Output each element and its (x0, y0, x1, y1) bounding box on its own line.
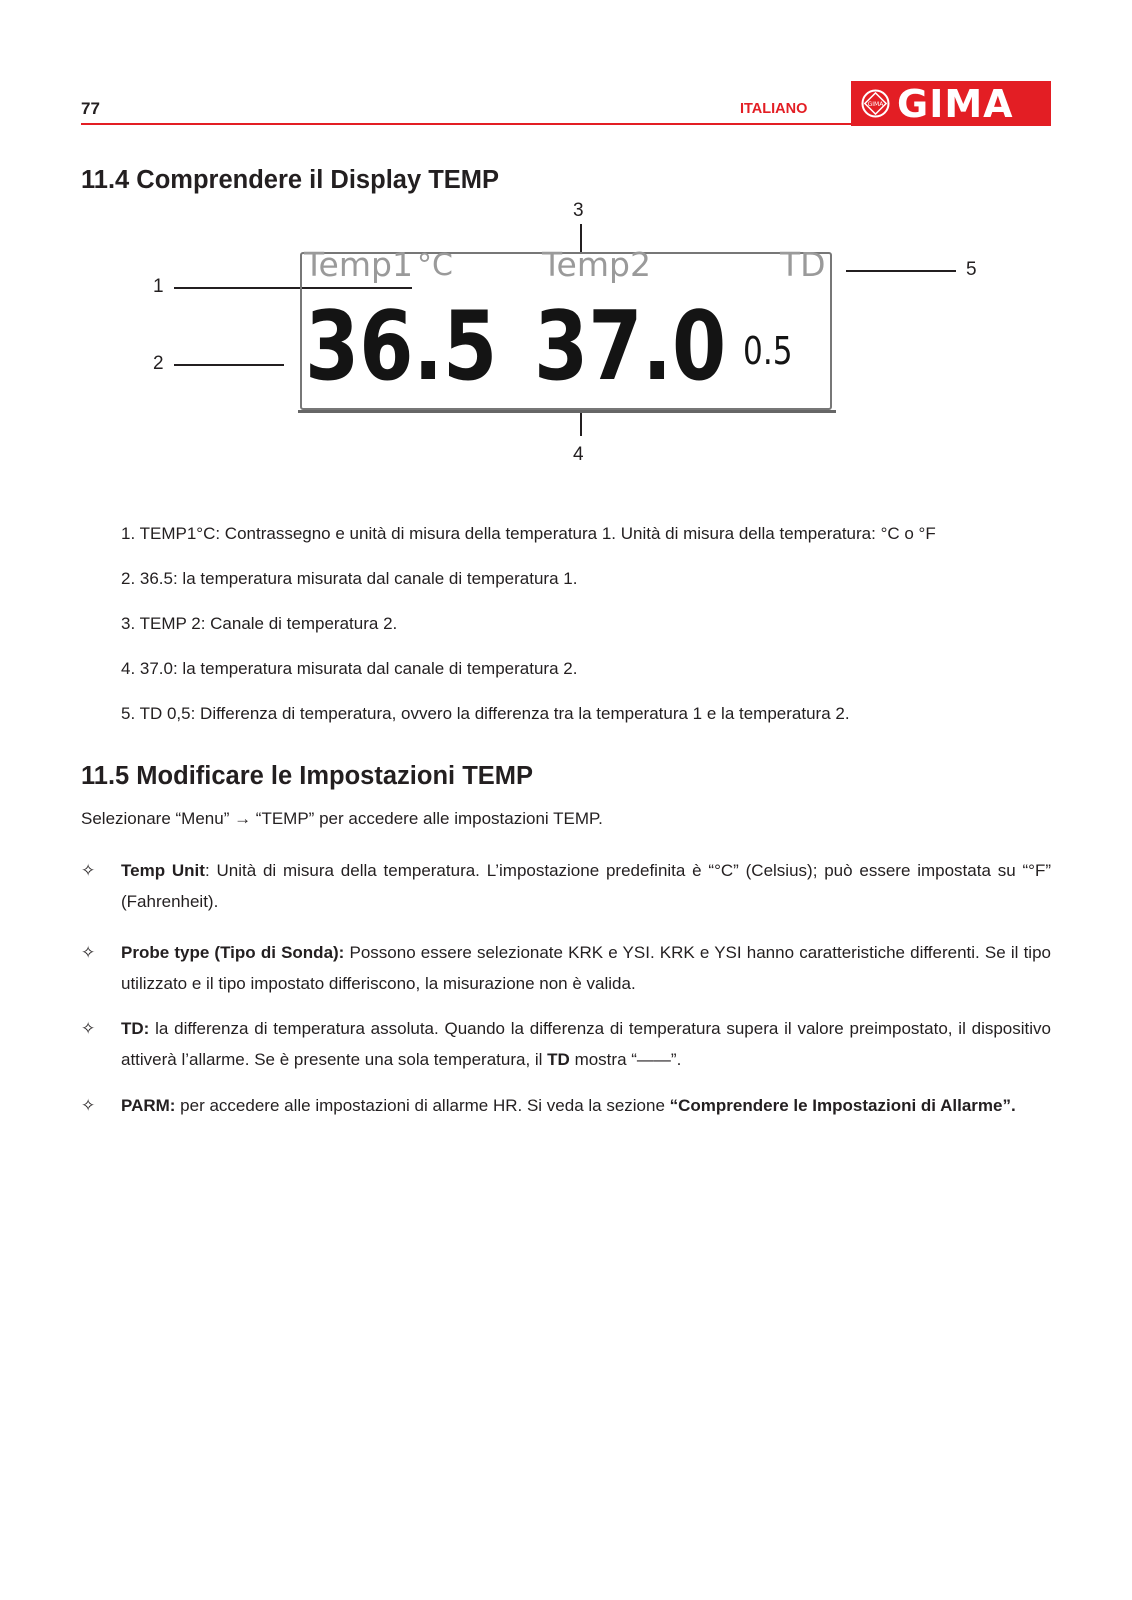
bullet-term: Probe type (Tipo di Sonda): (121, 943, 345, 962)
bullet-star-icon: ✧ (81, 943, 96, 962)
temp-display-figure (0, 200, 1132, 480)
bullet-term: TD: (121, 1019, 150, 1038)
callout-3: 3 (573, 200, 584, 221)
callout-5: 5 (966, 259, 977, 280)
logo-text: GIMA (897, 82, 1014, 126)
section-title-11-4: 11.4 Comprendere il Display TEMP (81, 166, 500, 194)
callout-1: 1 (153, 276, 164, 297)
lcd-unit-label: °C (417, 248, 453, 283)
list-item: 5. TD 0,5: Differenza di temperatura, ovvero la differenza tra la temperatura 1 e la temperatura 2. (121, 704, 850, 723)
bullet-parm (81, 1090, 1051, 1121)
lcd-td-value: 0.5 (743, 329, 793, 373)
bullet-probe-type (81, 937, 1051, 999)
bullet-term-td: TD (547, 1050, 570, 1069)
list-item: 2. 36.5: la temperatura misurata dal canale di temperatura 1. (121, 569, 578, 588)
bullet-star-icon: ✧ (81, 861, 96, 880)
bullet-text: : Unità di misura della temperatura. L’impostazione predefinita è “°C” (Celsius); può essere impostata su “°F” (Fahrenheit). (121, 861, 1051, 911)
bullet-text: per accedere alle impostazioni di allarme HR. Si veda la sezione (175, 1096, 670, 1115)
bullet-text: la differenza di temperatura assoluta. Quando la differenza di temperatura supera il valore preimpostato, il dispositivo attiverà l’allarme. Se è presente una sola temperatura, il (121, 1019, 1051, 1069)
callout-5-line (846, 270, 956, 272)
bullet-td (81, 1013, 1051, 1075)
lcd-temp1-value: 36.5 (305, 292, 498, 402)
bullet-text: Possono essere selezionate KRK e YSI. KRK e YSI hanno caratteristiche differenti. Se il tipo utilizzato e il tipo impostato differiscono, la misurazione non è valida. (121, 943, 1051, 993)
intro-text: Selezionare “Menu” → “TEMP” per accedere alle impostazioni TEMP. (81, 809, 603, 828)
bullet-term: Temp Unit (121, 861, 205, 880)
lcd-temp2-label: Temp2 (542, 245, 651, 284)
bullet-temp-unit (81, 855, 1051, 917)
list-item: 4. 37.0: la temperatura misurata dal canale di temperatura 2. (121, 659, 578, 678)
lcd-temp1-label: Temp1 (304, 245, 413, 284)
gima-logo (851, 81, 1051, 126)
bullet-term: PARM: (121, 1096, 176, 1115)
bullet-star-icon: ✧ (81, 1096, 96, 1115)
callout-2: 2 (153, 353, 164, 374)
lcd-base (298, 410, 836, 413)
callout-4: 4 (573, 444, 584, 465)
section-title-11-5: 11.5 Modificare le Impostazioni TEMP (81, 762, 534, 790)
list-item: 1. TEMP1°C: Contrassegno e unità di misura della temperatura 1. Unità di misura della temperatura: °C o °F (121, 524, 936, 543)
lcd-td-label: TD (780, 245, 826, 284)
callout-2-line (174, 364, 284, 366)
bullet-star-icon: ✧ (81, 1019, 96, 1038)
language-label: ITALIANO (740, 101, 808, 117)
bullet-reference: “Comprendere le Impostazioni di Allarme”. (669, 1096, 1016, 1115)
list-item: 3. TEMP 2: Canale di temperatura 2. (121, 614, 398, 633)
lcd-temp2-value: 37.0 (534, 292, 727, 402)
logo-emblem-icon (860, 88, 891, 119)
page-number: 77 (81, 99, 100, 118)
svg-text:GIMA: GIMA (867, 101, 884, 108)
bullet-text: mostra “——”. (569, 1050, 682, 1069)
